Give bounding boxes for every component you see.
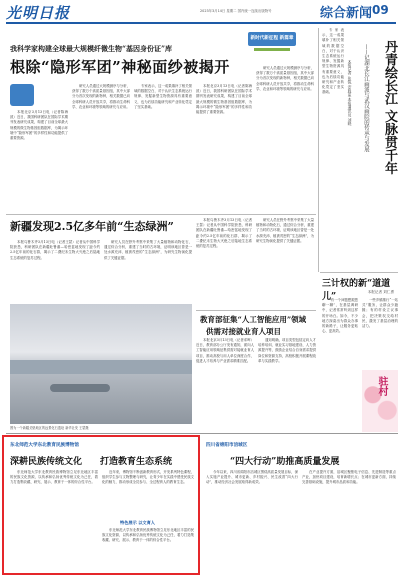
lead-body-col2: 研究人员通过大规模测序与分析，获得了数万个高质量基因组，其中大部分为首次发现的新物种，相关数据已向全球科研人员开放共享，将推动生命科学、农业和环境等领域的研究与应用。 xyxy=(72,84,130,109)
lead-body-col3: 专家表示，这一成果填补了相关领域的数据空白，对于认识生态系统运行规律、发掘新型生物资源具有重要意义，也为后续功能研究和产业转化奠定了坚实基础。 xyxy=(134,84,192,109)
flower-label: 驻村 xyxy=(376,376,387,396)
lead-body-col5: 研究人员通过大规模测序与分析，获得了数万个高质量基因组，其中大部分为首次发现的新物种，相关数据已向全球科研人员开放共享，将推动生命科学、农业和环境等领域的研究与应用。 xyxy=(256,66,314,91)
scroll-subtitle: ——记湖北长江画派与武汉画院的传承与发展 xyxy=(363,44,369,152)
roads-body-col2: 一些乡镇推行“一站式”服务，让群众少跑腿；有的村设立议事会，把决策权交给村民，激发了基层治理的活力。 xyxy=(362,298,398,329)
roads-body-col1: “有一个问题想跟您聊一聊”，在基层调研中，记者常常听到这样的开场白。如今，不少地方探索出为群众办事的新路子，让服务更贴心、更高效。 xyxy=(322,298,358,334)
lead-kicker: 我科学家构建全球最大规模纤微生物“基因身份证”库 xyxy=(10,44,173,53)
box-left-head: 东北师范大学东北教育民族博物馆 xyxy=(10,443,79,448)
green-body-col3: 本报乌鲁木齐3月13日电（记者王瑟）记者从中国科学院获悉，科研团队在新疆吐鲁番—哈密盆地发现了距今约2.5亿年前的化石群，揭示了二叠纪末生物大灭绝之后陆地生态系统的复苏过程。 xyxy=(196,218,252,249)
issue-meta: 2023年3月14日 星期二 国内统一连续出版物号 xyxy=(200,9,272,13)
box-left-section: 特色展示 以文育人 xyxy=(120,520,155,525)
section-title: 综合新闻 xyxy=(320,6,373,21)
scroll-byline: 本报记者 张锐 安胜蓝 本报通讯员 刘晓 xyxy=(348,60,353,126)
flower-illustration xyxy=(362,370,398,432)
lead-body-col1: 本报北京3月13日电（记者陈海波）近日，我国科研团队在国际学术期刊发表研究成果，构建了目前全球最大规模的微生物基因组数据库，为揭示环境中“隐形军团”的多样性和功能提供了重要资源。 xyxy=(10,110,68,141)
lead-headline: 根除“隐形军团”神秘面纱被揭开 xyxy=(10,58,230,76)
ai-headline-2: 供需对接就业育人项目 xyxy=(206,327,281,336)
landscape-photo xyxy=(10,304,192,424)
roads-byline: 本报记者 刘仁勇 xyxy=(367,290,394,294)
photo-caption: 图为一个新疆戈壁地区的远景化石遗址 新华社发 王瑟摄 xyxy=(10,426,89,430)
masthead-rule xyxy=(6,22,396,24)
newspaper-logo: 光明日报 xyxy=(6,4,71,22)
lead-body-col4: 本报北京3月13日电（记者陈海波）近日，我国科研团队在国际学术期刊发表研究成果，构建了目前全球最大规模的微生物基因组数据库，为揭示环境中“隐形军团”的多样性和功能提供了重要资源。 xyxy=(196,84,252,115)
scroll-title: 丹青绘长江 文脉贯千年 xyxy=(382,40,397,175)
campaign-badge xyxy=(244,28,300,62)
ai-body-col1: 本报北京3月13日电（记者邓晖）近日，教育部办公厅发布通知，面向人工智能应用领域征集供需对接就业育人项目，推动高校与用人单位深度合作，促进人才培养与产业需求精准匹配。 xyxy=(196,338,254,363)
ai-headline: 教育部征集“人工智能应用”领域 xyxy=(200,315,307,324)
ai-body-col2: 通知明确，项目类型包括定向人才培养培训、就业实习基地建设、人力资源提升等，鼓励企业结合自身需求提供岗位和资源支持，高校积极开展课程改革与实践教学。 xyxy=(258,338,316,363)
campaign-badge-label: 新时代新征程 新篇章 xyxy=(248,32,296,46)
roads-headline: 三计权的新“道道儿” xyxy=(322,279,391,302)
box-left-title-b: 打造教育生态系统 xyxy=(100,457,173,467)
green-headline: 新疆发现2.5亿多年前“生态绿洲” xyxy=(10,220,174,233)
page-number: 09 xyxy=(372,3,389,17)
photo-tag-icon xyxy=(10,84,34,106)
green-body-col2: 研究人员在野外考察中采集了大量植物和动物化石，通过综合分析，重建了当时的古环境，证明该地区曾是一处水源充沛、植被茂密的“生态绿洲”，为研究生物演化提供了关键证据。 xyxy=(104,240,192,260)
box-left-body-col1: 东北师范大学东北教育民族博物馆立足东北地区丰富的民族文化资源，以传承和弘扬优秀传统文化为己任，着力打造集收藏、研究、展示、教育于一体的综合性平台。 xyxy=(10,470,98,485)
box-left-body-col2: 近年来，博物馆不断创新教育形式，开发系列特色课程，组织学生参与文物整理与研究，让青少年在实践中感受民族文化的魅力，推动形成全员参与、全过程育人的教育生态。 xyxy=(102,470,194,485)
badge-ribbon xyxy=(254,48,290,51)
box-right-body-col2: 在产业提升方面，涪城区聚焦电子信息、先进制造等重点产业，加快项目建设，培育新增长点；在城市更新方面，持续完善基础设施，提升城市品质和功能。 xyxy=(302,470,396,485)
box-left-body-col3: 东北师范大学东北教育民族博物馆立足东北地区丰富的民族文化资源，以传承和弘扬优秀传统文化为己任，着力打造集收藏、研究、展示、教育于一体的综合性平台。 xyxy=(102,528,194,543)
green-body-col1: 本报乌鲁木齐3月13日电（记者王瑟）记者从中国科学院获悉，科研团队在新疆吐鲁番—哈密盆地发现了距今约2.5亿年前的化石群，揭示了二叠纪末生物大灭绝之后陆地生态系统的复苏过程。 xyxy=(10,240,100,260)
box-left-title-a: 深耕民族传统文化 xyxy=(10,457,83,467)
box-right-body-col1: 今年以来，四川省绵阳市涪城区围绕高质量发展目标，深入实施产业提升、城市更新、乡村振兴、民生改善“四大行动”，推动经济社会发展取得新成效。 xyxy=(206,470,298,485)
box-right-title: “四大行动”助推高质量发展 xyxy=(230,457,340,467)
box-right-head: 四川省绵阳市涪城区 xyxy=(206,443,248,448)
green-body-col4: 研究人员在野外考察中采集了大量植物和动物化石，通过综合分析，重建了当时的古环境，证明该地区曾是一处水源充沛、植被茂密的“生态绿洲”，为研究生物演化提供了关键证据。 xyxy=(256,218,314,243)
scroll-body: 专家表示，这一成果填补了相关领域的数据空白，对于认识生态系统运行规律、发掘新型生物资源具有重要意义，也为后续功能研究和产业转化奠定了坚实基础。 xyxy=(322,28,344,95)
